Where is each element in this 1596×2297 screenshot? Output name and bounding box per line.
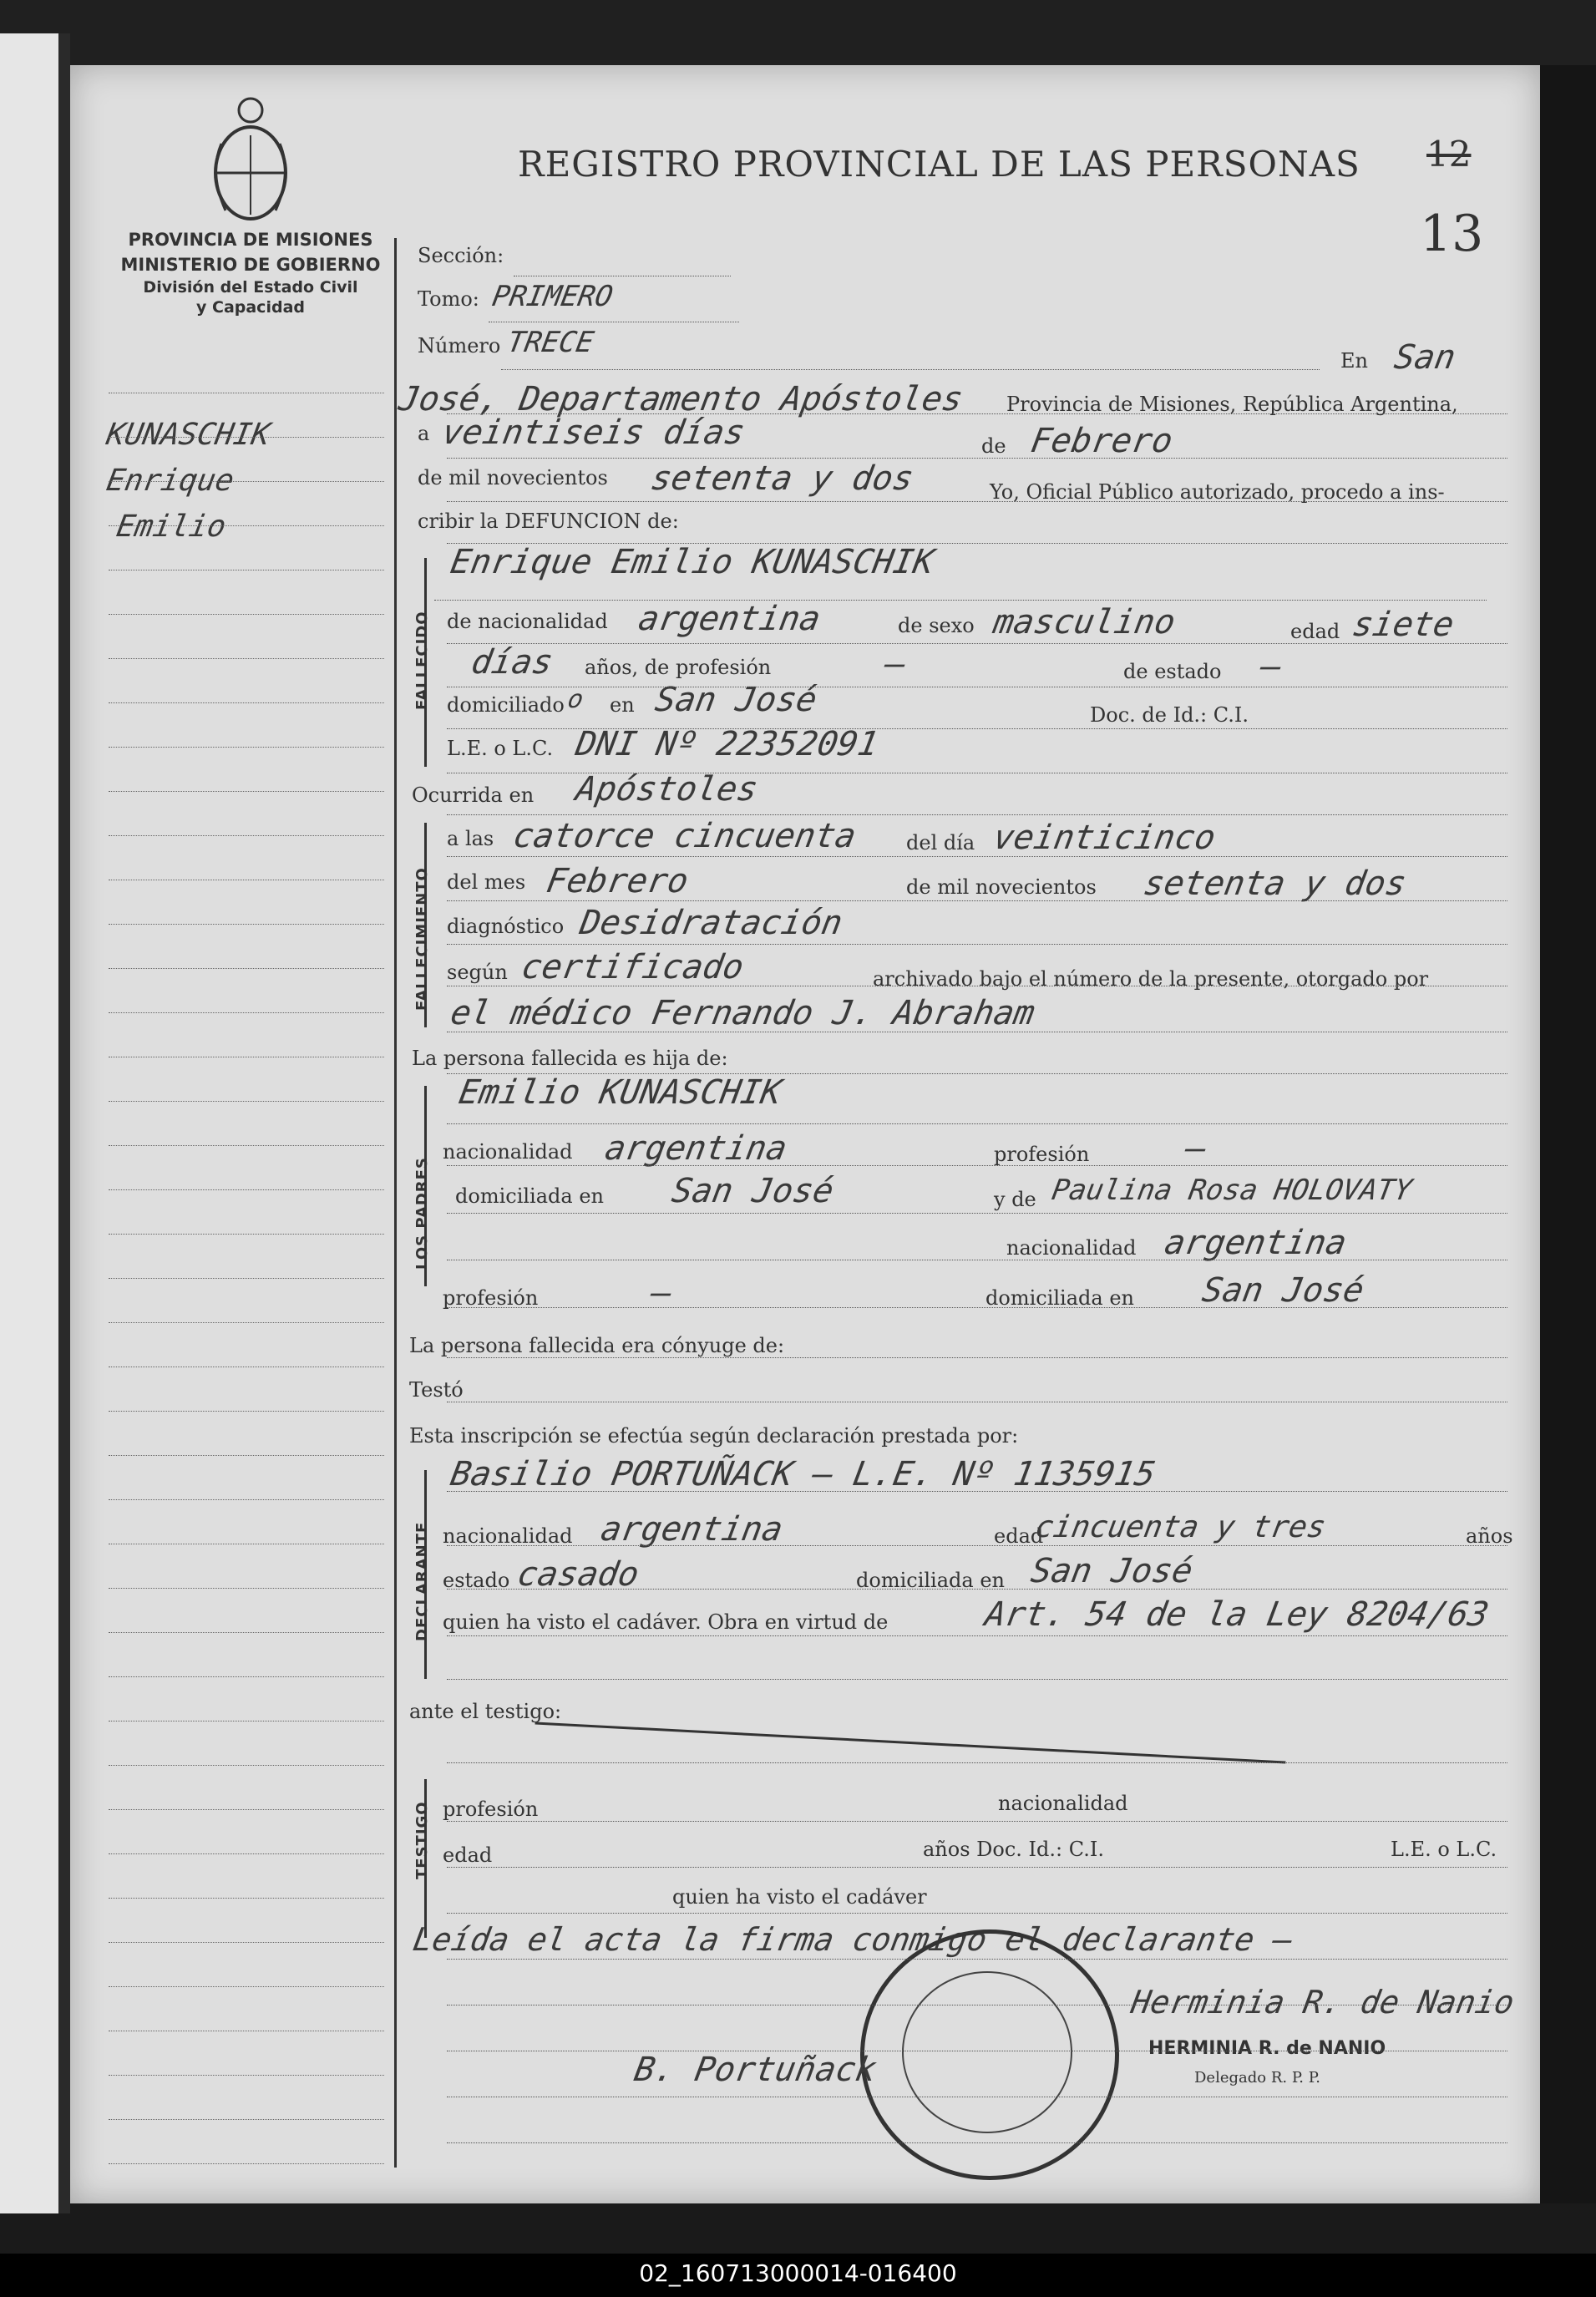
official-title: Delegado R. P. P.: [1194, 2069, 1320, 2087]
form-ruled-line: [447, 501, 1507, 502]
value-medico: el médico Fernando J. Abraham: [447, 994, 1038, 1032]
label-padre-nacionalidad: nacionalidad: [443, 1140, 573, 1164]
page-title: REGISTRO PROVINCIAL DE LAS PERSONAS: [518, 144, 1360, 185]
label-de: de: [981, 434, 1006, 458]
form-ruled-line: [447, 1307, 1507, 1308]
value-padre-nacionalidad: argentina: [601, 1129, 790, 1168]
value-hora: catorce cincuenta: [509, 817, 859, 855]
ministry-block: [109, 227, 393, 317]
label-sexo: de sexo: [898, 614, 975, 637]
value-madre: Paulina Rosa HOLOVATY: [1049, 1174, 1415, 1207]
margin-ruled-line: [109, 2163, 384, 2164]
form-ruled-line: [447, 643, 1507, 644]
label-segun: según: [447, 961, 508, 984]
form-ruled-line: [447, 900, 1507, 901]
label-tomo: Tomo:: [418, 287, 479, 311]
ministry-line-4: y Capacidad: [196, 298, 305, 317]
label-padre-profesion: profesión: [994, 1143, 1090, 1166]
value-obra: Art. 54 de la Ley 8204/63: [981, 1595, 1492, 1634]
label-doc: Doc. de Id.: C.I.: [1090, 703, 1249, 727]
label-inscripcion: Esta inscripción se efectúa según declaración prestada por:: [409, 1424, 1019, 1448]
value-padre-domicilio: San José: [668, 1172, 837, 1210]
form-ruled-line: [447, 1545, 1507, 1546]
label-domiciliado: domiciliado: [447, 693, 565, 717]
value-tomo: PRIMERO: [489, 280, 616, 313]
margin-ruled-line: [109, 1986, 384, 1987]
label-madre-domicilio: domiciliada en: [985, 1286, 1134, 1310]
margin-ruled-line: [109, 1588, 384, 1589]
value-mes: Febrero: [1027, 422, 1176, 460]
ministry-line-2: MINISTERIO DE GOBIERNO: [120, 255, 381, 275]
label-conyuge: La persona fallecida era cónyuge de:: [409, 1334, 785, 1357]
label-provincia: Provincia de Misiones, República Argentina,: [1006, 393, 1458, 416]
left-page-edge: [0, 33, 58, 2213]
value-madre-nacionalidad: argentina: [1161, 1224, 1350, 1262]
value-anio: setenta y dos: [647, 459, 917, 498]
margin-ruled-line: [109, 1189, 384, 1190]
official-signature: Herminia R. de Nanio: [1128, 1984, 1517, 2021]
label-estado: de estado: [1123, 660, 1222, 683]
margin-ruled-line: [109, 968, 384, 969]
value-declarante-estado: casado: [514, 1555, 642, 1594]
form-ruled-line: [447, 458, 1507, 459]
value-declarante-domicilio: San José: [1027, 1552, 1196, 1590]
column-divider: [394, 238, 397, 2168]
label-madre-nacionalidad: nacionalidad: [1006, 1236, 1137, 1260]
form-ruled-line: [447, 1821, 1507, 1822]
value-dias: veintiseis días: [438, 413, 748, 452]
value-estado: —: [1257, 647, 1285, 686]
label-nacionalidad: de nacionalidad: [447, 610, 608, 633]
label-de-mil: de mil novecientos: [418, 466, 608, 489]
margin-ruled-line: [109, 835, 384, 836]
margin-ruled-line: [109, 2075, 384, 2076]
declarante-signature: B. Portuñack: [631, 2051, 880, 2089]
ministry-line-3: División del Estado Civil: [143, 278, 358, 297]
margin-ruled-line: [109, 1278, 384, 1279]
label-ocurrida: Ocurrida en: [412, 783, 535, 807]
margin-ruled-line: [109, 1765, 384, 1766]
form-ruled-line: [447, 2142, 1507, 2143]
value-diagnostico: Desidratación: [576, 904, 846, 942]
label-numero: Número: [418, 334, 501, 357]
book-spine: [58, 33, 70, 2213]
form-ruled-line: [447, 1762, 1507, 1763]
margin-ruled-line: [109, 1676, 384, 1677]
margin-ruled-line: [109, 2119, 384, 2120]
label-testo: Testó: [409, 1378, 464, 1402]
value-nacionalidad: argentina: [635, 600, 823, 638]
side-label-declarante: DECLARANTE: [413, 1521, 431, 1641]
label-anos: años: [1466, 1524, 1513, 1548]
label-testigo-visto: quien ha visto el cadáver: [672, 1885, 927, 1909]
form-ruled-line: [447, 1491, 1507, 1492]
label-declarante-nacionalidad: nacionalidad: [443, 1524, 573, 1548]
label-en-domicilio: en: [610, 693, 635, 717]
value-anio-fallecimiento: setenta y dos: [1140, 865, 1410, 903]
line-nombre: [434, 600, 1487, 601]
margin-ruled-line: [109, 614, 384, 615]
side-label-testigo: TESTIGO: [413, 1801, 431, 1879]
value-mes-fallecimiento: Febrero: [543, 862, 692, 900]
form-ruled-line: [447, 1635, 1507, 1636]
label-seccion: Sección:: [418, 244, 504, 267]
margin-ruled-line: [109, 747, 384, 748]
value-edad-unidad: días: [468, 643, 556, 682]
value-dni: DNI Nº 22352091: [572, 725, 882, 763]
form-ruled-line: [447, 1589, 1507, 1590]
label-declarante-estado: estado: [443, 1569, 510, 1592]
value-nombre: Enrique Emilio KUNASCHIK: [447, 543, 938, 581]
label-del-dia: del día: [906, 831, 975, 854]
value-en: San: [1391, 338, 1459, 377]
label-a-las: a las: [447, 827, 494, 850]
margin-surname: KUNASCHIK: [104, 418, 273, 452]
form-ruled-line: [447, 814, 1507, 815]
label-y-de: y de: [994, 1188, 1036, 1211]
margin-first-name: Enrique: [104, 464, 237, 498]
margin-ruled-line: [109, 1455, 384, 1456]
margin-ruled-line: [109, 481, 384, 482]
margin-ruled-line: [109, 702, 384, 703]
value-madre-domicilio: San José: [1198, 1271, 1367, 1310]
label-edad: edad: [1290, 620, 1340, 643]
label-yo: Yo, Oficial Público autorizado, procedo a ins-: [990, 480, 1445, 504]
value-padre-profesion: —: [1182, 1129, 1210, 1168]
margin-ruled-line: [109, 1012, 384, 1013]
margin-ruled-line: [109, 1942, 384, 1943]
line-numero: [501, 369, 1320, 370]
side-label-padres: LOS PADRES: [413, 1157, 431, 1270]
form-ruled-line: [447, 728, 1507, 729]
margin-ruled-line: [109, 1101, 384, 1102]
form-ruled-line: [447, 413, 1507, 414]
value-madre-profesion: —: [647, 1274, 676, 1312]
label-declarante-domicilio: domiciliada en: [856, 1569, 1005, 1592]
form-ruled-line: [447, 1679, 1507, 1680]
value-domicilio: San José: [651, 681, 820, 719]
value-declarante-nacionalidad: argentina: [597, 1510, 786, 1549]
struck-page-number: 12: [1426, 134, 1472, 175]
form-ruled-line: [447, 1867, 1507, 1868]
label-anos-profesion: años, de profesión: [585, 656, 772, 679]
form-ruled-line: [447, 1357, 1507, 1358]
label-padre-domicilio: domiciliada en: [455, 1184, 604, 1208]
label-en: En: [1340, 349, 1368, 373]
label-hija: La persona fallecida es hija de:: [412, 1047, 728, 1070]
margin-middle-name: Emilio: [114, 510, 229, 544]
form-ruled-line: [447, 1913, 1507, 1914]
margin-ruled-line: [109, 1853, 384, 1854]
label-testigo-nacionalidad: nacionalidad: [998, 1792, 1128, 1815]
value-numero: TRECE: [504, 326, 596, 359]
margin-ruled-line: [109, 525, 384, 526]
footer-id: 02_160713000014-016400: [639, 2259, 957, 2287]
value-declarante-edad: cincuenta y tres: [1032, 1510, 1329, 1544]
background-top: [0, 0, 1596, 65]
label-de-mil-2: de mil novecientos: [906, 875, 1097, 899]
value-domiciliado-suffix: o: [565, 685, 586, 714]
label-testigo-doc: años Doc. Id.: C.I.: [923, 1838, 1104, 1861]
margin-ruled-line: [109, 1632, 384, 1633]
official-seal-inner: [902, 1971, 1072, 2133]
value-padre: Emilio KUNASCHIK: [455, 1073, 785, 1112]
coat-of-arms-icon: [205, 94, 296, 227]
label-testigo-profesion: profesión: [443, 1798, 539, 1821]
margin-ruled-line: [109, 1145, 384, 1146]
form-ruled-line: [447, 1213, 1507, 1214]
margin-ruled-line: [109, 437, 384, 438]
side-label-fallecimiento: FALLECIMIENTO: [413, 867, 431, 1011]
value-declarante: Basilio PORTUÑACK — L.E. Nº 1135915: [447, 1455, 1158, 1493]
margin-ruled-line: [109, 1322, 384, 1323]
margin-ruled-line: [109, 1411, 384, 1412]
label-declarante-edad: edad: [994, 1524, 1044, 1548]
margin-ruled-line: [109, 791, 384, 792]
label-testigo-le-lc: L.E. o L.C.: [1391, 1838, 1497, 1861]
side-label-fallecido: FALLECIDO: [413, 611, 431, 710]
form-ruled-line: [447, 543, 1507, 544]
label-le-lc: L.E. o L.C.: [447, 737, 554, 760]
margin-ruled-line: [109, 1898, 384, 1899]
form-ruled-line: [447, 1123, 1507, 1124]
value-lugar: José, Departamento Apóstoles: [395, 380, 966, 418]
value-leida: Leída el acta la firma conmigo el declarante —: [410, 1921, 1296, 1958]
value-segun: certificado: [518, 948, 747, 986]
form-ruled-line: [447, 1165, 1507, 1166]
background-right: [1540, 65, 1596, 2203]
label-testigo-edad: edad: [443, 1843, 493, 1867]
page-number: 13: [1420, 205, 1484, 263]
value-edad: siete: [1349, 606, 1457, 644]
margin-ruled-line: [109, 1809, 384, 1810]
label-ante-testigo: ante el testigo:: [409, 1700, 562, 1723]
form-ruled-line: [447, 856, 1507, 857]
label-madre-profesion: profesión: [443, 1286, 539, 1310]
label-quien-ha-visto: quien ha visto el cadáver. Obra en virtud de: [443, 1610, 889, 1634]
value-ocurrida: Apóstoles: [572, 770, 761, 809]
label-archivado: archivado bajo el número de la presente, otorgado por: [873, 967, 1429, 991]
label-cribir: cribir la DEFUNCION de:: [418, 510, 679, 533]
form-ruled-line: [447, 1959, 1507, 1960]
margin-ruled-line: [109, 1499, 384, 1500]
margin-ruled-line: [109, 658, 384, 659]
ministry-line-1: PROVINCIA DE MISIONES: [128, 230, 373, 250]
form-ruled-line: [447, 944, 1507, 945]
official-name: HERMINIA R. de NANIO: [1148, 2038, 1386, 2059]
label-del-mes: del mes: [447, 870, 526, 894]
label-diagnostico: diagnóstico: [447, 915, 565, 938]
value-sexo: masculino: [990, 603, 1178, 641]
value-dia: veinticinco: [990, 819, 1219, 857]
margin-ruled-line: [109, 1234, 384, 1235]
label-a: a: [418, 422, 430, 445]
value-profesion: —: [881, 645, 909, 683]
margin-ruled-line: [109, 924, 384, 925]
form-ruled-line: [447, 1073, 1507, 1074]
